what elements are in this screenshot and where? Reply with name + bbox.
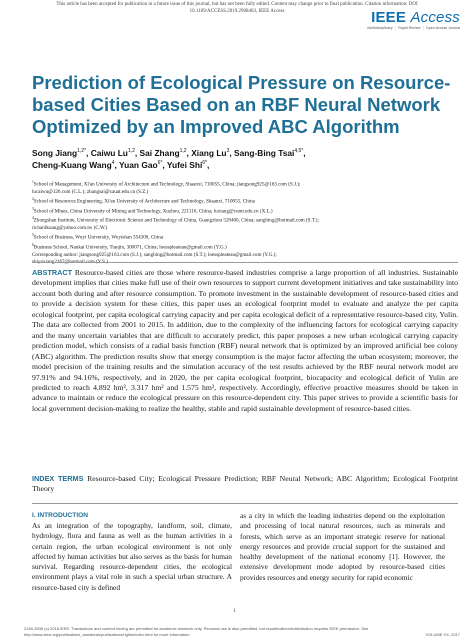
abstract-text: Resource-based cities are those where resource-based industries comprise a large proportion of all industries. Sustainable development implies that cities make full use of their own resources to support current development initiatives and take sustainability into account both during and after resource consumption. To promote investment in the sustainable development of resource-based cities and to provide a decision system for these cities, this paper uses an ecological footprint model to evaluate and analyze the per capita ecological footprint, per capita ecological carrying capacity and per capita ecological deficit of a representative resource-based city, Yulin. The data are collected from 2001 to 2015. In addition, due to the complexity of the influencing factors for ecological carrying capacity and the many uncertain variables that are difficult to accurately predict, this paper proposes a new urban ecological carrying capacity prediction model, which consists of a radial basis function (RBF) neural network that is optimized by an improved artificial bee colony (ABC) algorithm. The prediction results show that energy consumption is the major factor affecting the urban ecosystem; moreover, the model precision of the training results and the simulation accuracy of the test results achieved by the RBF neural network model are 97.91% and 94.16%, respectively, and in 2020, the per capita ecological footprint, biocapacity and ecological deficit of Yulin are predicted to reach 4.892 hm², 3.317 hm² and 1.575 hm², respectively. Accordingly, effective proactive measures should be taken in advance to maintain or reduce the ecological pressure on this resource-dependent city. This paper strives to provide a scientific basis for local government decision-making to realize the healthy, stable and rapid sustainable development of resource-based cities.: [32, 268, 459, 413]
index-terms-label: INDEX TERMS: [32, 474, 84, 483]
author-name: Yufei Shi: [166, 160, 203, 171]
page-number: 1: [233, 608, 236, 614]
affiliation-mark: 6: [32, 243, 34, 248]
intro-right-column: [240, 511, 445, 583]
affiliation-text: School of Business, Wuyi University, Wuyishan 354300, China: [33, 235, 164, 241]
affiliation-line: [32, 215, 458, 225]
author-line-2: Cheng-Kuang Wang$^4$, Yuan Gao$^{6*}$, Yufei Shi$^{6*}$,: [32, 160, 210, 171]
affiliation-mark: 2: [32, 196, 34, 201]
acceptance-notice-line2: 10.1109/ACCESS.2019.2908463, IEEE Access: [189, 8, 285, 14]
affiliation-text: School of Management, Xi'an University of Architecture and Technology, Shaanxi, 710055, China; jiangsong925@163.com (S.J.);: [33, 181, 301, 188]
ieee-access-logo: [340, 10, 460, 31]
author-list: [32, 146, 458, 171]
affiliation-text: shiyuxiang2167@hotmail.com (Y.S.): [32, 258, 108, 265]
logo-tagline: Multidisciplinary ⋮ Rapid Review ⋮ Open Access Journal: [367, 26, 460, 30]
index-terms: [32, 474, 458, 495]
affiliation-text: Business School, Nankai University, Tianjin, 300071, China; loesspleateau@gmail.com (Y.G.): [33, 244, 227, 251]
keywords-bottom-rule: [32, 503, 458, 504]
index-terms-text: Resource-based City; Ecological Pressure Prediction; RBF Neural Network; ABC Algorithm; Ecological Footprint Theory: [32, 474, 459, 494]
author-affiliation-mark: 4,5*: [294, 148, 304, 154]
logo-wordmark: [340, 10, 460, 26]
affiliation-line: [32, 242, 458, 252]
affiliation-text: lucaiwu@126.com (C.L.); zhangsai@xauat.edu.cn (S.Z.): [32, 188, 149, 195]
affiliation-line: [32, 206, 458, 216]
author-affiliation-mark: 6*: [157, 160, 163, 167]
affiliation-text: School of Mines, China University of Mining and Technology, Xuzhou, 221116, China; luxiang@cumt.edu.cn (X.L.): [33, 208, 273, 215]
paper-title: Prediction of Ecological Pressure on Resource-based Cities Based on an RBF Neural Network Optimized by an Improved ABC Algorithm: [32, 72, 451, 137]
author-name: Xiang Lu: [191, 147, 227, 158]
affiliation-line: [32, 179, 458, 189]
abstract-label: ABSTRACT: [32, 268, 73, 277]
intro-left-column: [32, 511, 232, 593]
logo-word-italic: Access: [410, 9, 460, 26]
author-name: Song Jiang: [32, 147, 78, 158]
author-affiliation-mark: 4: [111, 160, 115, 167]
page-footer: [24, 626, 460, 637]
affiliations: [32, 179, 458, 266]
intro-left-text: As an integration of the topography, landform, soil, climate, hydrology, flora and fauna as well as the human activities in a certain region, the urban ecological environment is not only affected by human activities but also serves as the basis for human survival. Regarding resource-dependent cities, the ecological environment plays a vital role in such a special urban structure. A resource-based city is defined: [32, 521, 232, 592]
author-affiliation-mark: 1,2*: [77, 148, 87, 154]
abstract-top-rule: [32, 262, 458, 263]
author-name: Caiwu Lu: [90, 147, 128, 158]
logo-word-bold: IEEE: [371, 9, 407, 26]
affiliation-line: [32, 232, 458, 242]
affiliation-mark: 4: [32, 216, 34, 221]
author-name: Sang-Bing Tsai: [234, 147, 295, 158]
affiliation-mark: 5: [32, 233, 34, 238]
section-heading: I. INTRODUCTION: [32, 512, 89, 519]
abstract: [32, 268, 458, 414]
volume-label: VOLUME XX, 2017: [425, 631, 460, 637]
affiliation-mark: 3: [32, 206, 34, 211]
affiliation-line: [32, 252, 458, 259]
intro-right-text: as a city in which the leading industries depend on the exploitation and processing of local natural resources, such as minerals and forests, which serve as an important strategic reserve for national energy resources and provide crucial support for the sustained and healthy development of the national economy [1]. However, the extensive development mode adopted by resource-based cities provides resources and energy security for rapid economic: [240, 511, 445, 582]
author-line-1: Song Jiang$^{1,2*}$, Caiwu Lu$^{1,2}$, Sai Zhang$^{1,2}$, Xiang Lu$^3$, Sang-Bing Tsai$^{4,5*}$,: [32, 147, 306, 158]
author-name: Yuan Gao: [119, 160, 158, 171]
rights-url: http://www.ieee.org/publications_standards/publications/rights/index.html for more information.: [24, 631, 191, 637]
affiliation-line: [32, 225, 458, 232]
author-name: Cheng-Kuang Wang: [32, 160, 112, 171]
affiliation-text: Corresponding author: jiangsong925@163.com (S.J.); sangbing@hotmail.com (S.T.); loesspleateau@gmail.com (Y.G.);: [32, 251, 277, 258]
author-affiliation-mark: 3: [226, 148, 230, 154]
affiliation-text: richardkuang@yahoo.com.tw (C.W.): [32, 225, 108, 232]
author-affiliation-mark: 6*: [202, 160, 208, 167]
affiliation-mark: 1: [32, 180, 34, 184]
copyright-notice: 2169-3536 (c) 2018 IEEE. Translations and content mining are permitted for academic research only. Personal use is also permitted, but republication/redistribution requires IEEE permission. See: [24, 626, 369, 631]
author-affiliation-mark: 1,2: [179, 148, 187, 154]
affiliation-text: Zhongshan Institute, University of Electronic Science and Technology of China, Guangzhou 528400, China; sangbing@hotmail.com (S.T.);: [33, 218, 319, 225]
acceptance-notice-line1: This article has been accepted for publication in a future issue of this journal, but has not been fully edited. Content may change prior to final publication. Citation information: DOI: [56, 2, 418, 7]
affiliation-line: [32, 196, 458, 206]
affiliation-text: School of Resources Engineering, Xi'an University of Architecture and Technology, Shaanxi, 710055, China: [33, 198, 255, 205]
affiliation-line: [32, 189, 458, 196]
author-name: Sai Zhang: [139, 147, 180, 158]
author-affiliation-mark: 1,2: [127, 148, 135, 154]
